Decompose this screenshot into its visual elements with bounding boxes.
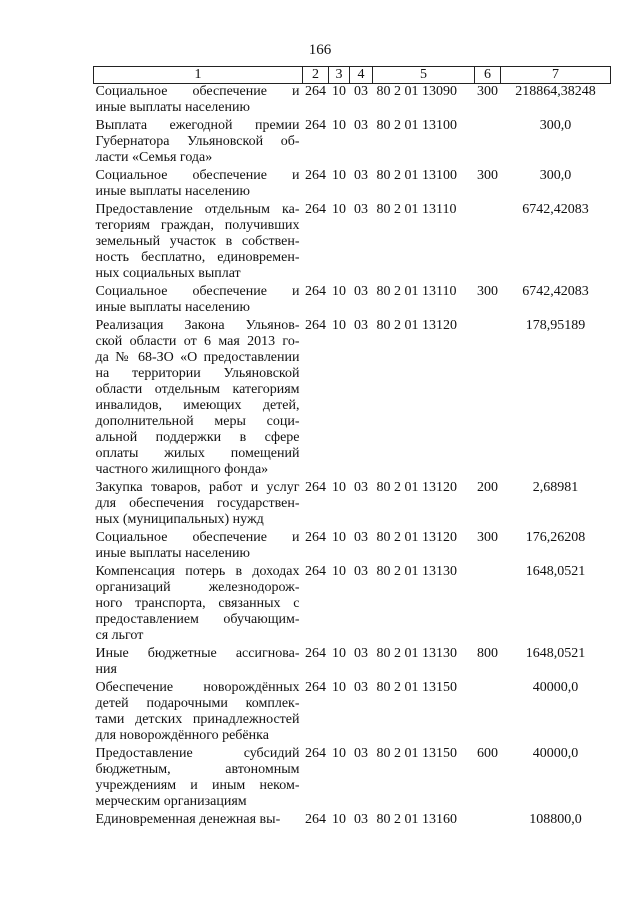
ministry-code: 264 [305,168,326,183]
section-code: 10 [332,84,346,99]
ministry-code: 264 [305,118,326,133]
amount: 1648,0521 [525,564,586,579]
description-line: Социальное обеспечение и [95,530,300,545]
description-line: частного жилищного фонда» [95,462,269,477]
row-description [94,84,303,119]
target-article-code: 80 2 01 13110 [376,202,457,217]
table-row [94,564,611,646]
table-row [94,680,611,746]
target-article-code: 80 2 01 13120 [376,318,457,333]
section-code: 10 [332,202,346,217]
description-line: Компенсация потерь в доходах [95,564,300,579]
expense-type-code [475,680,501,746]
description-line: Закупка товаров, работ и услуг [95,480,300,495]
description-line: для обеспечения государствен- [95,496,300,511]
target-article-code: 80 2 01 13130 [376,646,457,661]
page-number: 166 [308,42,332,58]
description-line: да № 68-ЗО «О предоставлении [95,350,300,365]
description-line: ния [95,662,117,677]
description-line: ных социальных выплат [95,266,241,281]
description-line: учреждениям и иным неком- [95,778,300,793]
description-line: области отдельным категориям [95,382,300,397]
amount: 218864,38248 [515,84,596,99]
description-line: Иные бюджетные ассигнова- [95,646,300,661]
section-code: 10 [332,480,346,495]
description-line: Выплата ежегодной премии [95,118,300,133]
subsection-code: 03 [354,84,368,99]
description-line: земельный участок в собствен- [95,234,300,249]
subsection-code: 03 [354,168,368,183]
table-header-row [94,67,611,84]
column-header: 6 [475,67,501,84]
row-description [94,318,303,480]
table-row [94,118,611,168]
amount: 300,0 [539,118,572,133]
description-line: дополнительной меры соци- [95,414,300,429]
description-line: оплаты жилых помещений [95,446,300,461]
ministry-code: 264 [305,646,326,661]
description-line: Социальное обеспечение и [95,284,300,299]
table-row [94,202,611,284]
ministry-code: 264 [305,318,326,333]
subsection-code: 03 [354,564,368,579]
row-description [94,480,303,530]
amount: 108800,0 [529,812,582,827]
expense-type-code [475,118,501,168]
ministry-code: 264 [305,84,326,99]
column-header: 2 [303,67,329,84]
section-code: 10 [332,318,346,333]
description-line: Обеспечение новорождённых [95,680,300,695]
table-row [94,84,611,119]
row-description [94,746,303,812]
table-row [94,480,611,530]
description-line: альной поддержки в сфере [95,430,300,445]
description-line: Социальное обеспечение и [95,84,300,99]
expense-type-code: 800 [477,646,498,661]
amount: 40000,0 [532,746,579,761]
subsection-code: 03 [354,318,368,333]
subsection-code: 03 [354,680,368,695]
budget-table [93,66,611,830]
expense-type-code [475,812,501,830]
description-line: мерческим организациям [95,794,247,809]
section-code: 10 [332,646,346,661]
column-header: 1 [94,67,303,84]
section-code: 10 [332,530,346,545]
expense-type-code: 200 [477,480,498,495]
section-code: 10 [332,680,346,695]
table-body [94,84,611,831]
row-description [94,812,303,830]
amount: 6742,42083 [522,284,589,299]
description-line: ся льгот [95,628,144,643]
column-header: 5 [373,67,475,84]
description-line: Предоставление отдельным ка- [95,202,300,217]
subsection-code: 03 [354,118,368,133]
description-line: детей подарочными комплек- [95,696,300,711]
description-line: Реализация Закона Ульянов- [95,318,300,333]
target-article-code: 80 2 01 13150 [376,680,457,695]
subsection-code: 03 [354,646,368,661]
description-line: иные выплаты населению [95,184,250,199]
row-description [94,284,303,318]
target-article-code: 80 2 01 13110 [376,284,457,299]
description-line: организаций железнодорож- [95,580,300,595]
row-description [94,564,303,646]
description-line: Социальное обеспечение и [95,168,300,183]
amount: 1648,0521 [525,646,586,661]
section-code: 10 [332,118,346,133]
description-line: ской области от 6 мая 2013 го- [95,334,300,349]
row-description [94,118,303,168]
table-row [94,646,611,680]
table-row [94,318,611,480]
expense-type-code: 300 [477,168,498,183]
description-line: Предоставление субсидий [95,746,300,761]
description-line: на территории Ульяновской [95,366,300,381]
subsection-code: 03 [354,812,368,827]
amount: 2,68981 [532,480,579,495]
description-line: предоставлением обучающим- [95,612,300,627]
section-code: 10 [332,564,346,579]
table-row [94,530,611,564]
target-article-code: 80 2 01 13090 [376,84,457,99]
column-header: 4 [350,67,373,84]
description-line: иные выплаты населению [95,300,250,315]
row-description [94,202,303,284]
subsection-code: 03 [354,746,368,761]
description-line: тегориям граждан, получивших [95,218,300,233]
subsection-code: 03 [354,284,368,299]
ministry-code: 264 [305,564,326,579]
target-article-code: 80 2 01 13120 [376,480,457,495]
target-article-code: 80 2 01 13150 [376,746,457,761]
column-header: 7 [501,67,611,84]
table-row [94,284,611,318]
row-description [94,168,303,202]
expense-type-code: 300 [477,84,498,99]
amount: 300,0 [539,168,572,183]
target-article-code: 80 2 01 13100 [376,118,457,133]
description-line: ных (муниципальных) нужд [95,512,264,527]
description-line: иные выплаты населению [95,546,250,561]
description-line: ласти «Семья года» [95,150,213,165]
ministry-code: 264 [305,530,326,545]
section-code: 10 [332,812,346,827]
section-code: 10 [332,284,346,299]
description-line: бюджетным, автономным [95,762,300,777]
row-description [94,680,303,746]
target-article-code: 80 2 01 13100 [376,168,457,183]
expense-type-code [475,564,501,646]
ministry-code: 264 [305,202,326,217]
expense-type-code: 600 [477,746,498,761]
amount: 40000,0 [532,680,579,695]
target-article-code: 80 2 01 13120 [376,530,457,545]
subsection-code: 03 [354,202,368,217]
description-line: ного транспорта, связанных с [95,596,300,611]
ministry-code: 264 [305,812,326,827]
row-description [94,646,303,680]
row-description [94,530,303,564]
table-row [94,168,611,202]
ministry-code: 264 [305,480,326,495]
column-header: 3 [329,67,350,84]
ministry-code: 264 [305,680,326,695]
description-line: Единовременная денежная вы- [95,812,281,827]
description-line: инвалидов, имеющих детей, [95,398,300,413]
amount: 6742,42083 [522,202,589,217]
ministry-code: 264 [305,284,326,299]
expense-type-code [475,318,501,480]
subsection-code: 03 [354,480,368,495]
description-line: для новорождённого ребёнка [95,728,269,743]
expense-type-code [475,202,501,284]
description-line: тами детских принадлежностей [95,712,300,727]
subsection-code: 03 [354,530,368,545]
section-code: 10 [332,746,346,761]
ministry-code: 264 [305,746,326,761]
description-line: иные выплаты населению [95,100,250,115]
table-row [94,746,611,812]
table-row [94,812,611,830]
description-line: ность бесплатно, единовремен- [95,250,300,265]
expense-type-code: 300 [477,284,498,299]
amount: 178,95189 [525,318,586,333]
description-line: Губернатора Ульяновской об- [95,134,300,149]
expense-type-code: 300 [477,530,498,545]
section-code: 10 [332,168,346,183]
target-article-code: 80 2 01 13160 [376,812,457,827]
amount: 176,26208 [525,530,586,545]
target-article-code: 80 2 01 13130 [376,564,457,579]
